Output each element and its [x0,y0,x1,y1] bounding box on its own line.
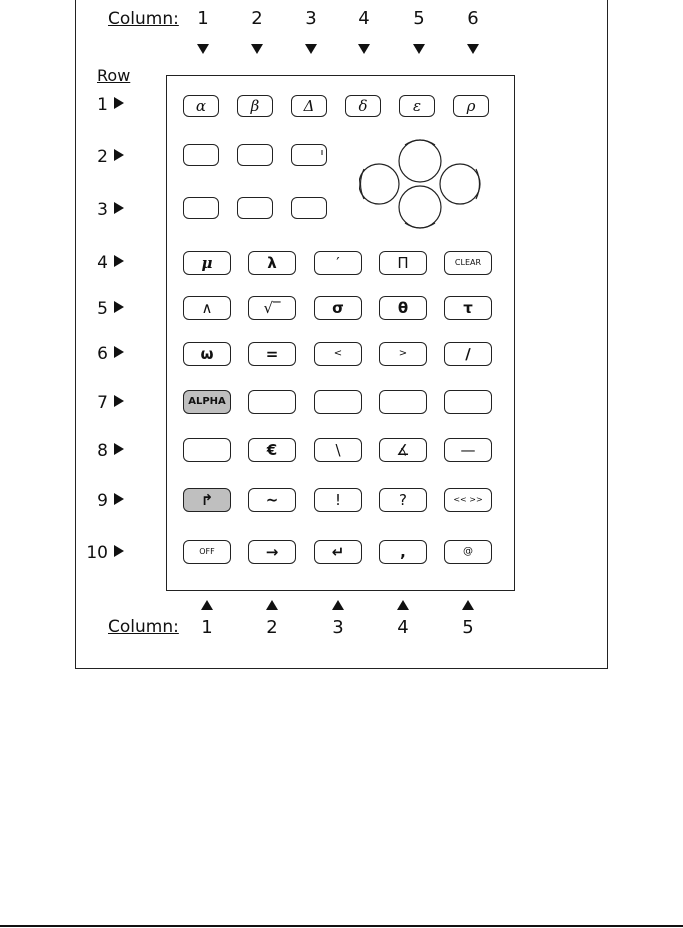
up-arrow-icon [201,600,213,610]
key-underscore[interactable]: — [444,438,492,462]
top-column-number: 2 [251,8,263,29]
row-label: 5 [84,299,124,319]
key-theta[interactable]: θ [379,296,427,320]
key-mu[interactable]: μ [183,251,231,275]
arrow-up-button[interactable] [399,140,441,182]
bottom-column-label: Column: [108,617,179,637]
key-prime[interactable]: ′ [314,251,362,275]
key-r2-c3[interactable] [291,144,327,166]
right-arrow-icon [114,149,124,161]
top-column-number: 1 [197,8,209,29]
top-column-label: Column: [108,9,179,29]
key-backslash[interactable]: \ [314,438,362,462]
key-equals[interactable]: = [248,342,296,366]
key-angle[interactable]: ∡ [379,438,427,462]
key-alpha-lower[interactable]: α [183,95,219,117]
key-r7-c2[interactable] [248,390,296,414]
key-slash[interactable]: ∕ [444,342,492,366]
down-arrow-icon [467,44,479,54]
key-delta-upper[interactable]: Δ [291,95,327,117]
row-label: 1 [84,95,124,115]
key-alpha[interactable]: ALPHA [183,390,231,414]
top-column-number: 6 [467,8,479,29]
arrow-left-button[interactable] [359,164,399,204]
key-question[interactable]: ? [379,488,427,512]
right-arrow-icon [114,395,124,407]
right-arrow-icon [114,202,124,214]
right-arrow-icon [114,443,124,455]
key-tick-mark [292,145,328,167]
key-sqrt[interactable]: √‾ [248,296,296,320]
row-label: 2 [84,147,124,167]
key-lambda[interactable]: λ [248,251,296,275]
right-arrow-icon [114,301,124,313]
key-r3-c1[interactable] [183,197,219,219]
arrow-down-button[interactable] [399,186,441,228]
key-r7-c4[interactable] [379,390,427,414]
row-label: 7 [84,393,124,413]
key-euro[interactable]: € [248,438,296,462]
top-column-number: 3 [305,8,317,29]
key-greater-than[interactable]: > [379,342,427,366]
right-arrow-icon [114,346,124,358]
key-pi[interactable]: Π [379,251,427,275]
up-arrow-icon [462,600,474,610]
row-label: 9 [84,491,124,511]
down-arrow-icon [413,44,425,54]
key-exclamation[interactable]: ! [314,488,362,512]
up-arrow-icon [332,600,344,610]
row-label: 4 [84,253,124,273]
key-r8-c1[interactable] [183,438,231,462]
key-less-than[interactable]: < [314,342,362,366]
key-tilde[interactable]: ~ [248,488,296,512]
row-label: 6 [84,344,124,364]
key-off[interactable]: OFF [183,540,231,564]
key-r7-c3[interactable] [314,390,362,414]
up-arrow-icon [397,600,409,610]
bottom-column-number: 3 [332,617,344,638]
key-epsilon[interactable]: ε [399,95,435,117]
right-arrow-icon [114,255,124,267]
key-r2-c1[interactable] [183,144,219,166]
key-comma[interactable]: , [379,540,427,564]
down-arrow-icon [197,44,209,54]
key-r7-c5[interactable] [444,390,492,414]
row-label: 8 [84,441,124,461]
row-label: 3 [84,200,124,220]
row-label: 10 [84,543,124,563]
row-axis-label: Row [97,66,131,85]
down-arrow-icon [305,44,317,54]
bottom-column-number: 4 [397,617,409,638]
key-r3-c3[interactable] [291,197,327,219]
key-delta-lower[interactable]: δ [345,95,381,117]
key-right-shift[interactable]: ↱ [183,488,231,512]
bottom-column-number: 5 [462,617,474,638]
key-at[interactable]: @ [444,540,492,564]
key-and[interactable]: ∧ [183,296,231,320]
top-column-number: 5 [413,8,425,29]
top-column-number: 4 [358,8,370,29]
key-r3-c2[interactable] [237,197,273,219]
page-bottom-rule [0,925,683,927]
key-store-arrow[interactable]: → [248,540,296,564]
key-omega[interactable]: ω [183,342,231,366]
key-clear[interactable]: CLEAR [444,251,492,275]
key-r2-c2[interactable] [237,144,273,166]
key-rho[interactable]: ρ [453,95,489,117]
key-enter[interactable]: ↵ [314,540,362,564]
key-guillemets[interactable]: << >> [444,488,492,512]
right-arrow-icon [114,97,124,109]
right-arrow-icon [114,545,124,557]
down-arrow-icon [358,44,370,54]
key-beta[interactable]: β [237,95,273,117]
key-tau[interactable]: τ [444,296,492,320]
arrow-pad [359,133,481,235]
arrow-right-button[interactable] [440,164,480,204]
bottom-column-number: 1 [201,617,213,638]
bottom-column-number: 2 [266,617,278,638]
key-sigma[interactable]: σ [314,296,362,320]
down-arrow-icon [251,44,263,54]
up-arrow-icon [266,600,278,610]
right-arrow-icon [114,493,124,505]
